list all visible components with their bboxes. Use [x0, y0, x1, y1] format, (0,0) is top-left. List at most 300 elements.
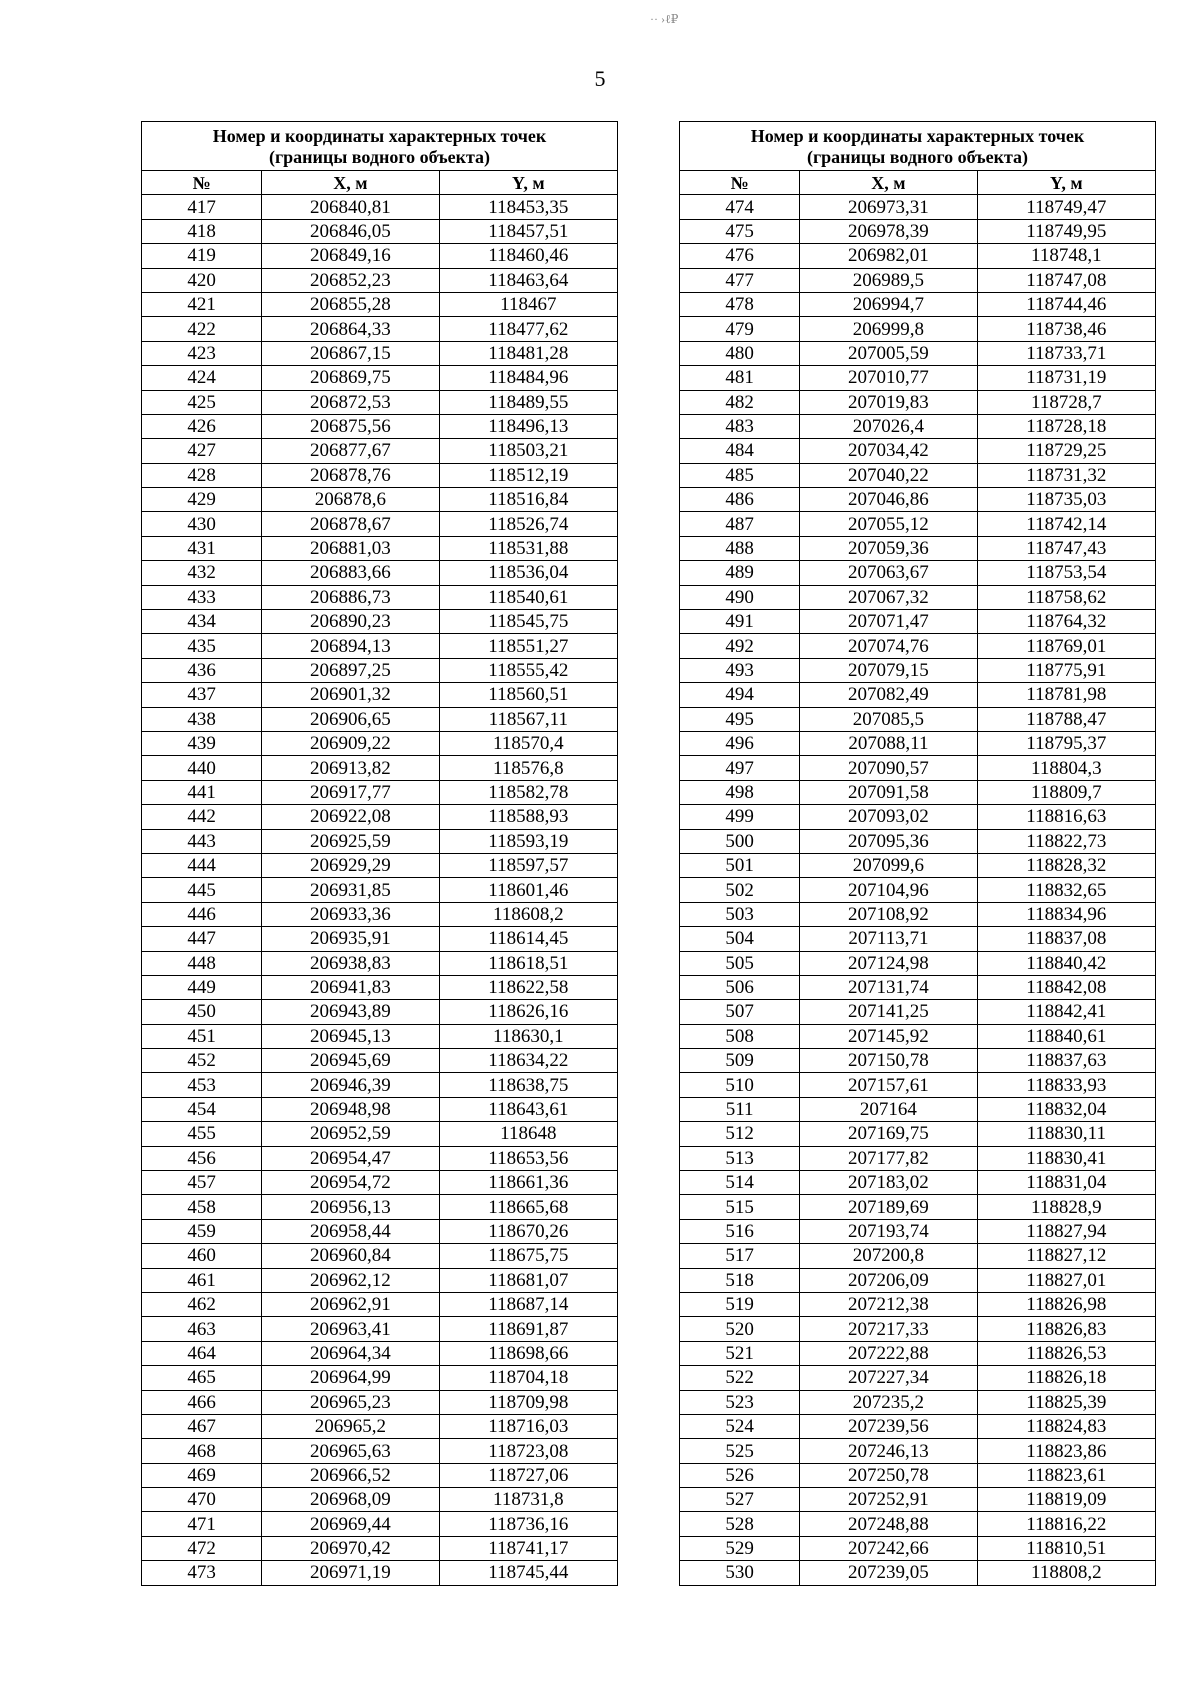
- point-number-cell: 438: [142, 707, 262, 731]
- x-coordinate-cell: 207177,82: [800, 1146, 977, 1170]
- point-number-cell: 525: [680, 1439, 800, 1463]
- y-coordinate-cell: 118729,25: [977, 439, 1155, 463]
- point-number-cell: 519: [680, 1292, 800, 1316]
- point-number-cell: 417: [142, 195, 262, 219]
- coordinates-table-right: [679, 121, 1156, 1586]
- caption-line-1: Номер и координаты характерных точек: [750, 126, 1085, 147]
- table-row: [680, 902, 1156, 926]
- x-coordinate-cell: 206965,23: [262, 1390, 439, 1414]
- x-coordinate-cell: 206945,13: [262, 1024, 439, 1048]
- point-number-cell: 418: [142, 219, 262, 243]
- y-coordinate-cell: 118827,94: [977, 1219, 1155, 1243]
- x-coordinate-cell: 206964,34: [262, 1341, 439, 1365]
- y-coordinate-cell: 118816,63: [977, 805, 1155, 829]
- y-coordinate-cell: 118736,16: [439, 1512, 617, 1536]
- point-number-cell: 512: [680, 1122, 800, 1146]
- y-coordinate-cell: 118567,11: [439, 707, 617, 731]
- caption-line-1: Номер и координаты характерных точек: [212, 126, 547, 147]
- y-coordinate-cell: 118747,43: [977, 536, 1155, 560]
- y-coordinate-cell: 118576,8: [439, 756, 617, 780]
- y-coordinate-cell: 118764,32: [977, 610, 1155, 634]
- x-coordinate-cell: 206989,5: [800, 268, 977, 292]
- table-row: [680, 268, 1156, 292]
- table-row: [680, 1561, 1156, 1585]
- point-number-cell: 454: [142, 1097, 262, 1121]
- point-number-cell: 523: [680, 1390, 800, 1414]
- point-number-cell: 451: [142, 1024, 262, 1048]
- x-coordinate-cell: 206946,39: [262, 1073, 439, 1097]
- y-coordinate-cell: 118832,65: [977, 878, 1155, 902]
- table-row: [142, 853, 618, 877]
- x-coordinate-cell: 207217,33: [800, 1317, 977, 1341]
- point-number-cell: 493: [680, 658, 800, 682]
- y-coordinate-cell: 118630,1: [439, 1024, 617, 1048]
- table-row: [142, 561, 618, 585]
- point-number-cell: 458: [142, 1195, 262, 1219]
- y-coordinate-cell: 118608,2: [439, 902, 617, 926]
- x-coordinate-cell: 206846,05: [262, 219, 439, 243]
- point-number-cell: 494: [680, 683, 800, 707]
- table-row: [680, 195, 1156, 219]
- y-coordinate-cell: 118670,26: [439, 1219, 617, 1243]
- point-number-cell: 461: [142, 1268, 262, 1292]
- y-coordinate-cell: 118648: [439, 1122, 617, 1146]
- table-row: [142, 1317, 618, 1341]
- y-coordinate-cell: 118634,22: [439, 1049, 617, 1073]
- y-coordinate-cell: 118570,4: [439, 731, 617, 755]
- y-coordinate-cell: 118661,36: [439, 1171, 617, 1195]
- table-row: [680, 1488, 1156, 1512]
- y-coordinate-cell: 118503,21: [439, 439, 617, 463]
- table-row: [142, 1244, 618, 1268]
- y-coordinate-cell: 118842,41: [977, 1000, 1155, 1024]
- table-row: [680, 707, 1156, 731]
- y-coordinate-cell: 118588,93: [439, 805, 617, 829]
- table-row: [142, 1219, 618, 1243]
- table-row: [142, 731, 618, 755]
- y-coordinate-cell: 118738,46: [977, 317, 1155, 341]
- y-coordinate-cell: 118824,83: [977, 1414, 1155, 1438]
- table-row: [680, 317, 1156, 341]
- x-coordinate-cell: 206978,39: [800, 219, 977, 243]
- point-number-cell: 430: [142, 512, 262, 536]
- y-coordinate-cell: 118832,04: [977, 1097, 1155, 1121]
- y-coordinate-cell: 118536,04: [439, 561, 617, 585]
- column-header-y: Y, м: [977, 171, 1155, 195]
- y-coordinate-cell: 118731,32: [977, 463, 1155, 487]
- point-number-cell: 498: [680, 780, 800, 804]
- table-row: [680, 536, 1156, 560]
- point-number-cell: 481: [680, 366, 800, 390]
- table-row: [680, 829, 1156, 853]
- y-coordinate-cell: 118681,07: [439, 1268, 617, 1292]
- x-coordinate-cell: 207206,09: [800, 1268, 977, 1292]
- x-coordinate-cell: 207157,61: [800, 1073, 977, 1097]
- x-coordinate-cell: 207010,77: [800, 366, 977, 390]
- point-number-cell: 447: [142, 927, 262, 951]
- y-coordinate-cell: 118601,46: [439, 878, 617, 902]
- x-coordinate-cell: 207131,74: [800, 975, 977, 999]
- x-coordinate-cell: 207222,88: [800, 1341, 977, 1365]
- x-coordinate-cell: 206982,01: [800, 244, 977, 268]
- table-row: [680, 488, 1156, 512]
- point-number-cell: 488: [680, 536, 800, 560]
- y-coordinate-cell: 118626,16: [439, 1000, 617, 1024]
- table-row: [142, 1073, 618, 1097]
- table-row: [680, 1439, 1156, 1463]
- column-header-x: X, м: [800, 171, 977, 195]
- y-coordinate-cell: 118809,7: [977, 780, 1155, 804]
- table-row: [142, 1146, 618, 1170]
- table-row: [680, 1244, 1156, 1268]
- y-coordinate-cell: 118731,8: [439, 1488, 617, 1512]
- point-number-cell: 501: [680, 853, 800, 877]
- point-number-cell: 484: [680, 439, 800, 463]
- x-coordinate-cell: 206869,75: [262, 366, 439, 390]
- table-row: [680, 951, 1156, 975]
- table-row: [680, 341, 1156, 365]
- y-coordinate-cell: 118840,61: [977, 1024, 1155, 1048]
- x-coordinate-cell: 207239,56: [800, 1414, 977, 1438]
- point-number-cell: 517: [680, 1244, 800, 1268]
- point-number-cell: 503: [680, 902, 800, 926]
- point-number-cell: 489: [680, 561, 800, 585]
- table-row: [142, 829, 618, 853]
- x-coordinate-cell: 206890,23: [262, 610, 439, 634]
- table-row: [680, 561, 1156, 585]
- point-number-cell: 487: [680, 512, 800, 536]
- y-coordinate-cell: 118747,08: [977, 268, 1155, 292]
- y-coordinate-cell: 118830,11: [977, 1122, 1155, 1146]
- point-number-cell: 505: [680, 951, 800, 975]
- point-number-cell: 468: [142, 1439, 262, 1463]
- x-coordinate-cell: 206878,67: [262, 512, 439, 536]
- y-coordinate-cell: 118698,66: [439, 1341, 617, 1365]
- table-row: [142, 317, 618, 341]
- table-row: [142, 1000, 618, 1024]
- table-row: [680, 292, 1156, 316]
- table-row: [680, 756, 1156, 780]
- x-coordinate-cell: 206968,09: [262, 1488, 439, 1512]
- point-number-cell: 511: [680, 1097, 800, 1121]
- y-coordinate-cell: 118531,88: [439, 536, 617, 560]
- point-number-cell: 462: [142, 1292, 262, 1316]
- x-coordinate-cell: 207200,8: [800, 1244, 977, 1268]
- point-number-cell: 449: [142, 975, 262, 999]
- table-row: [680, 1195, 1156, 1219]
- y-coordinate-cell: 118704,18: [439, 1366, 617, 1390]
- x-coordinate-cell: 207019,83: [800, 390, 977, 414]
- y-coordinate-cell: 118477,62: [439, 317, 617, 341]
- y-coordinate-cell: 118834,96: [977, 902, 1155, 926]
- x-coordinate-cell: 206917,77: [262, 780, 439, 804]
- table-row: [142, 585, 618, 609]
- table-row: [142, 927, 618, 951]
- x-coordinate-cell: 207063,67: [800, 561, 977, 585]
- table-row: [142, 414, 618, 438]
- point-number-cell: 510: [680, 1073, 800, 1097]
- point-number-cell: 440: [142, 756, 262, 780]
- y-coordinate-cell: 118716,03: [439, 1414, 617, 1438]
- x-coordinate-cell: 206999,8: [800, 317, 977, 341]
- x-coordinate-cell: 206965,63: [262, 1439, 439, 1463]
- x-coordinate-cell: 206897,25: [262, 658, 439, 682]
- point-number-cell: 439: [142, 731, 262, 755]
- y-coordinate-cell: 118540,61: [439, 585, 617, 609]
- point-number-cell: 479: [680, 317, 800, 341]
- x-coordinate-cell: 206954,47: [262, 1146, 439, 1170]
- x-coordinate-cell: 206906,65: [262, 707, 439, 731]
- table-row: [680, 463, 1156, 487]
- y-coordinate-cell: 118749,47: [977, 195, 1155, 219]
- y-coordinate-cell: 118709,98: [439, 1390, 617, 1414]
- point-number-cell: 499: [680, 805, 800, 829]
- table-row: [142, 780, 618, 804]
- x-coordinate-cell: 206913,82: [262, 756, 439, 780]
- point-number-cell: 432: [142, 561, 262, 585]
- y-coordinate-cell: 118731,19: [977, 366, 1155, 390]
- point-number-cell: 522: [680, 1366, 800, 1390]
- table-row: [680, 1366, 1156, 1390]
- point-number-cell: 527: [680, 1488, 800, 1512]
- x-coordinate-cell: 207088,11: [800, 731, 977, 755]
- table-row: [142, 1561, 618, 1585]
- x-coordinate-cell: 206840,81: [262, 195, 439, 219]
- point-number-cell: 450: [142, 1000, 262, 1024]
- y-coordinate-cell: 118728,7: [977, 390, 1155, 414]
- x-coordinate-cell: 206909,22: [262, 731, 439, 755]
- x-coordinate-cell: 206855,28: [262, 292, 439, 316]
- table-row: [142, 439, 618, 463]
- point-number-cell: 455: [142, 1122, 262, 1146]
- point-number-cell: 427: [142, 439, 262, 463]
- point-number-cell: 520: [680, 1317, 800, 1341]
- x-coordinate-cell: 206872,53: [262, 390, 439, 414]
- y-coordinate-cell: 118831,04: [977, 1171, 1155, 1195]
- point-number-cell: 521: [680, 1341, 800, 1365]
- y-coordinate-cell: 118463,64: [439, 268, 617, 292]
- column-header-number: №: [680, 171, 800, 195]
- y-coordinate-cell: 118804,3: [977, 756, 1155, 780]
- column-header-x: X, м: [262, 171, 439, 195]
- y-coordinate-cell: 118745,44: [439, 1561, 617, 1585]
- y-coordinate-cell: 118795,37: [977, 731, 1155, 755]
- y-coordinate-cell: 118758,62: [977, 585, 1155, 609]
- y-coordinate-cell: 118618,51: [439, 951, 617, 975]
- y-coordinate-cell: 118840,42: [977, 951, 1155, 975]
- y-coordinate-cell: 118593,19: [439, 829, 617, 853]
- x-coordinate-cell: 207246,13: [800, 1439, 977, 1463]
- y-coordinate-cell: 118748,1: [977, 244, 1155, 268]
- point-number-cell: 508: [680, 1024, 800, 1048]
- table-row: [680, 610, 1156, 634]
- y-coordinate-cell: 118467: [439, 292, 617, 316]
- x-coordinate-cell: 207212,38: [800, 1292, 977, 1316]
- table-row: [142, 366, 618, 390]
- x-coordinate-cell: 207005,59: [800, 341, 977, 365]
- table-row: [142, 1366, 618, 1390]
- table-row: [680, 366, 1156, 390]
- x-coordinate-cell: 207164: [800, 1097, 977, 1121]
- x-coordinate-cell: 207252,91: [800, 1488, 977, 1512]
- point-number-cell: 466: [142, 1390, 262, 1414]
- table-caption: [680, 122, 1156, 171]
- y-coordinate-cell: 118828,9: [977, 1195, 1155, 1219]
- x-coordinate-cell: 206867,15: [262, 341, 439, 365]
- y-coordinate-cell: 118643,61: [439, 1097, 617, 1121]
- table-row: [142, 1488, 618, 1512]
- table-row: [142, 975, 618, 999]
- x-coordinate-cell: 207040,22: [800, 463, 977, 487]
- x-coordinate-cell: 207095,36: [800, 829, 977, 853]
- point-number-cell: 492: [680, 634, 800, 658]
- x-coordinate-cell: 206966,52: [262, 1463, 439, 1487]
- x-coordinate-cell: 207085,5: [800, 707, 977, 731]
- x-coordinate-cell: 206929,29: [262, 853, 439, 877]
- point-number-cell: 445: [142, 878, 262, 902]
- table-row: [142, 610, 618, 634]
- point-number-cell: 421: [142, 292, 262, 316]
- x-coordinate-cell: 206925,59: [262, 829, 439, 853]
- point-number-cell: 480: [680, 341, 800, 365]
- y-coordinate-cell: 118622,58: [439, 975, 617, 999]
- point-number-cell: 465: [142, 1366, 262, 1390]
- y-coordinate-cell: 118555,42: [439, 658, 617, 682]
- column-header-number: №: [142, 171, 262, 195]
- y-coordinate-cell: 118489,55: [439, 390, 617, 414]
- x-coordinate-cell: 206948,98: [262, 1097, 439, 1121]
- point-number-cell: 502: [680, 878, 800, 902]
- table-row: [142, 951, 618, 975]
- point-number-cell: 497: [680, 756, 800, 780]
- point-number-cell: 477: [680, 268, 800, 292]
- table-row: [680, 1512, 1156, 1536]
- x-coordinate-cell: 207104,96: [800, 878, 977, 902]
- table-row: [680, 390, 1156, 414]
- x-coordinate-cell: 206945,69: [262, 1049, 439, 1073]
- point-number-cell: 460: [142, 1244, 262, 1268]
- y-coordinate-cell: 118781,98: [977, 683, 1155, 707]
- x-coordinate-cell: 206963,41: [262, 1317, 439, 1341]
- x-coordinate-cell: 206933,36: [262, 902, 439, 926]
- y-coordinate-cell: 118753,54: [977, 561, 1155, 585]
- point-number-cell: 524: [680, 1414, 800, 1438]
- table-row: [680, 853, 1156, 877]
- point-number-cell: 467: [142, 1414, 262, 1438]
- table-row: [142, 1122, 618, 1146]
- table-row: [680, 1024, 1156, 1048]
- y-coordinate-cell: 118512,19: [439, 463, 617, 487]
- x-coordinate-cell: 207239,05: [800, 1561, 977, 1585]
- point-number-cell: 496: [680, 731, 800, 755]
- table-row: [142, 1512, 618, 1536]
- column-header-y: Y, м: [439, 171, 617, 195]
- y-coordinate-cell: 118484,96: [439, 366, 617, 390]
- point-number-cell: 429: [142, 488, 262, 512]
- coordinates-table-left: [141, 121, 618, 1586]
- point-number-cell: 482: [680, 390, 800, 414]
- table-row: [142, 756, 618, 780]
- x-coordinate-cell: 207067,32: [800, 585, 977, 609]
- table-row: [680, 1219, 1156, 1243]
- point-number-cell: 448: [142, 951, 262, 975]
- y-coordinate-cell: 118597,57: [439, 853, 617, 877]
- x-coordinate-cell: 207093,02: [800, 805, 977, 829]
- table-row: [680, 219, 1156, 243]
- point-number-cell: 464: [142, 1341, 262, 1365]
- y-coordinate-cell: 118733,71: [977, 341, 1155, 365]
- x-coordinate-cell: 206962,12: [262, 1268, 439, 1292]
- point-number-cell: 431: [142, 536, 262, 560]
- x-coordinate-cell: 207242,66: [800, 1536, 977, 1560]
- x-coordinate-cell: 206938,83: [262, 951, 439, 975]
- point-number-cell: 500: [680, 829, 800, 853]
- y-coordinate-cell: 118691,87: [439, 1317, 617, 1341]
- table-row: [680, 683, 1156, 707]
- y-coordinate-cell: 118816,22: [977, 1512, 1155, 1536]
- table-row: [142, 634, 618, 658]
- table-row: [142, 1049, 618, 1073]
- point-number-cell: 485: [680, 463, 800, 487]
- point-number-cell: 436: [142, 658, 262, 682]
- y-coordinate-cell: 118837,08: [977, 927, 1155, 951]
- point-number-cell: 529: [680, 1536, 800, 1560]
- x-coordinate-cell: 207046,86: [800, 488, 977, 512]
- caption-line-2: (границы водного объекта): [268, 147, 491, 167]
- table-row: [142, 902, 618, 926]
- x-coordinate-cell: 207250,78: [800, 1463, 977, 1487]
- table-row: [142, 1341, 618, 1365]
- table-row: [142, 805, 618, 829]
- y-coordinate-cell: 118769,01: [977, 634, 1155, 658]
- y-coordinate-cell: 118727,06: [439, 1463, 617, 1487]
- y-coordinate-cell: 118826,83: [977, 1317, 1155, 1341]
- table-row: [142, 512, 618, 536]
- x-coordinate-cell: 207099,6: [800, 853, 977, 877]
- x-coordinate-cell: 206922,08: [262, 805, 439, 829]
- x-coordinate-cell: 206935,91: [262, 927, 439, 951]
- point-number-cell: 456: [142, 1146, 262, 1170]
- table-row: [142, 268, 618, 292]
- point-number-cell: 437: [142, 683, 262, 707]
- table-row: [680, 1390, 1156, 1414]
- x-coordinate-cell: 206962,91: [262, 1292, 439, 1316]
- x-coordinate-cell: 206878,76: [262, 463, 439, 487]
- x-coordinate-cell: 206969,44: [262, 1512, 439, 1536]
- table-row: [680, 1097, 1156, 1121]
- table-row: [680, 1463, 1156, 1487]
- y-coordinate-cell: 118826,98: [977, 1292, 1155, 1316]
- y-coordinate-cell: 118749,95: [977, 219, 1155, 243]
- y-coordinate-cell: 118728,18: [977, 414, 1155, 438]
- table-row: [680, 975, 1156, 999]
- x-coordinate-cell: 206971,19: [262, 1561, 439, 1585]
- table-row: [680, 585, 1156, 609]
- table-row: [680, 805, 1156, 829]
- x-coordinate-cell: 206886,73: [262, 585, 439, 609]
- y-coordinate-cell: 118822,73: [977, 829, 1155, 853]
- table-row: [142, 1414, 618, 1438]
- point-number-cell: 457: [142, 1171, 262, 1195]
- x-coordinate-cell: 206901,32: [262, 683, 439, 707]
- y-coordinate-cell: 118823,86: [977, 1439, 1155, 1463]
- table-row: [142, 1097, 618, 1121]
- table-row: [142, 683, 618, 707]
- x-coordinate-cell: 207082,49: [800, 683, 977, 707]
- table-row: [142, 341, 618, 365]
- x-coordinate-cell: 207113,71: [800, 927, 977, 951]
- y-coordinate-cell: 118819,09: [977, 1488, 1155, 1512]
